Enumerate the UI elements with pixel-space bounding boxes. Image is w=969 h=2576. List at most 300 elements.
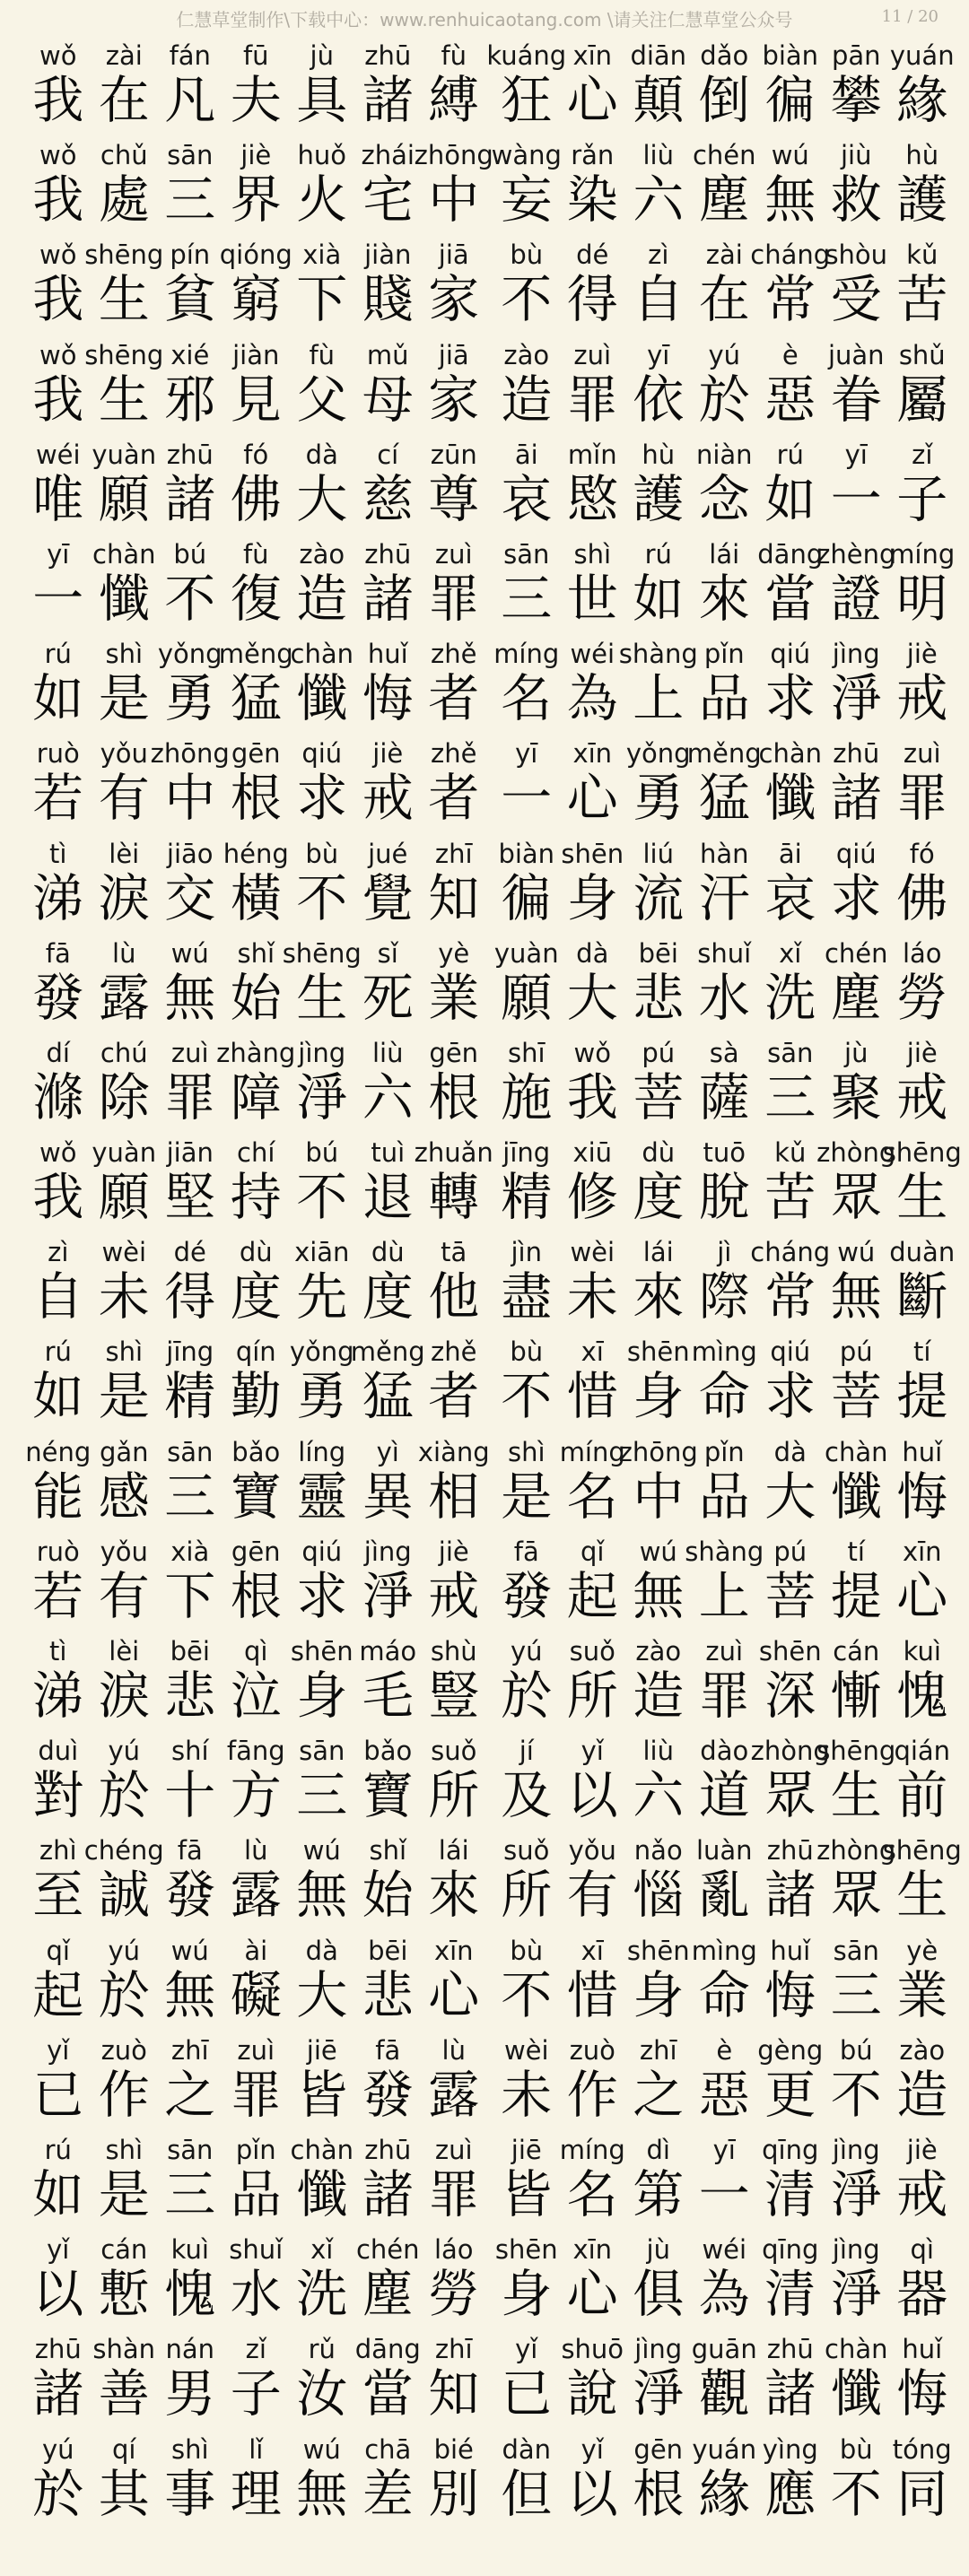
pinyin-text: pān (831, 40, 881, 71)
verse-line-right (493, 533, 956, 632)
hanzi-char: 火 (296, 170, 348, 231)
char-cell (421, 2029, 487, 2128)
pinyin-text: fā (375, 2034, 401, 2066)
hanzi-char: 以 (32, 2265, 84, 2325)
pinyin-text: bù (510, 239, 544, 271)
verse-row (0, 533, 969, 632)
pinyin-text: tí (847, 1536, 865, 1567)
hanzi-char: 哀 (501, 469, 553, 529)
pinyin-text: dù (239, 1237, 273, 1268)
hanzi-char: 露 (230, 1866, 282, 1926)
hanzi-char: 悔 (362, 669, 414, 729)
pinyin-text: xià (170, 1536, 210, 1567)
pinyin-text: rú (644, 538, 672, 570)
pinyin-text: zào (635, 1636, 682, 1667)
hanzi-char: 造 (633, 1667, 685, 1726)
pinyin-text: bǎo (363, 1736, 413, 1767)
char-cell (889, 1729, 956, 1829)
hanzi-char: 水 (698, 968, 750, 1028)
hanzi-char: 不 (830, 2464, 882, 2524)
verse-line-left (25, 1929, 487, 2029)
hanzi-char: 中 (633, 1466, 685, 1527)
pinyin-text: yuán (889, 40, 955, 71)
hanzi-char: 大 (296, 469, 348, 529)
pinyin-text: jiē (511, 2134, 542, 2165)
hanzi-char: 一 (698, 2164, 750, 2224)
verse-line-left (25, 1630, 487, 1729)
hanzi-char: 惡 (698, 2065, 750, 2125)
pinyin-text: sà (709, 1037, 739, 1068)
verse-row (0, 2428, 969, 2528)
hanzi-char: 屬 (896, 370, 948, 430)
hanzi-char: 涕 (32, 868, 84, 928)
hanzi-char: 勇 (164, 669, 216, 729)
pinyin-text: wú (837, 1237, 876, 1268)
hanzi-char: 六 (633, 170, 685, 231)
pinyin-text: zhī (170, 2034, 209, 2066)
verse-line-right (493, 233, 956, 333)
verse-line-right (493, 334, 956, 433)
pinyin-text: rú (44, 2134, 72, 2165)
hanzi-char: 三 (764, 1067, 816, 1127)
pinyin-text: chàn (92, 538, 156, 570)
pinyin-text: shì (170, 2433, 209, 2465)
pinyin-text: wǒ (39, 40, 77, 71)
hanzi-char: 除 (98, 1067, 150, 1127)
hanzi-char: 修 (566, 1168, 618, 1228)
hanzi-char: 堅 (164, 1168, 216, 1228)
char-cell (414, 1131, 493, 1231)
pinyin-text: liù (372, 1037, 404, 1068)
char-cell (421, 932, 487, 1031)
hanzi-char: 諸 (764, 2364, 816, 2424)
pinyin-text: míng (559, 2134, 625, 2165)
hanzi-char: 起 (566, 1566, 618, 1626)
hanzi-char: 明 (896, 569, 948, 629)
pinyin-text: xǐ (310, 2234, 334, 2266)
hanzi-char: 根 (230, 769, 282, 829)
char-cell (889, 1031, 956, 1131)
char-cell (889, 732, 956, 831)
pinyin-text: bēi (170, 1636, 210, 1667)
pinyin-text: xī (581, 1935, 604, 1966)
hanzi-char: 於 (501, 1667, 553, 1726)
pinyin-text: zhū (766, 1835, 814, 1867)
pinyin-text: jù (844, 1037, 869, 1068)
pinyin-text: zhū (364, 538, 412, 570)
verse-line-right (493, 2228, 956, 2328)
pinyin-text: xīn (433, 1935, 474, 1966)
hanzi-char: 命 (698, 1965, 750, 2025)
pinyin-text: zuì (903, 738, 941, 770)
pinyin-text: qīng (762, 2134, 819, 2165)
pinyin-text: yǒng (625, 738, 691, 770)
hanzi-char: 感 (98, 1466, 150, 1527)
hanzi-char: 唯 (32, 469, 84, 529)
pinyin-text: cí (377, 439, 399, 470)
hanzi-char: 懺 (830, 2364, 882, 2424)
verse-line-right (493, 732, 956, 831)
pinyin-text: liú (642, 838, 674, 869)
verse-row (0, 1231, 969, 1330)
hanzi-char: 三 (830, 1965, 882, 2025)
char-cell (417, 1431, 490, 1530)
pinyin-text: xīn (572, 738, 613, 770)
hanzi-char: 苦 (764, 1168, 816, 1228)
hanzi-char: 受 (830, 270, 882, 330)
pinyin-text: dà (773, 1436, 807, 1467)
pinyin-text: shēn (561, 838, 624, 869)
hanzi-char: 汗 (698, 868, 750, 928)
hanzi-char: 心 (566, 2265, 618, 2325)
pinyin-text: jiè (240, 140, 272, 171)
verse-line-left (25, 1431, 490, 1530)
hanzi-char: 悲 (633, 968, 685, 1028)
pinyin-text: wú (302, 2433, 341, 2465)
pinyin-text: sān (503, 538, 550, 570)
hanzi-char: 下 (296, 270, 348, 330)
pinyin-text: biàn (762, 40, 819, 71)
pinyin-text: āi (778, 838, 802, 869)
hanzi-char: 淨 (362, 1566, 414, 1626)
hanzi-char: 不 (830, 2065, 882, 2125)
verse-line-left (25, 134, 493, 233)
pinyin-text: wǒ (573, 1037, 611, 1068)
hanzi-char: 子 (230, 2364, 282, 2424)
pinyin-text: zhái (361, 140, 415, 171)
verse-line-right (493, 632, 956, 732)
pinyin-text: dǎo (700, 40, 749, 71)
hanzi-char: 於 (98, 1766, 150, 1826)
verse-row (0, 832, 969, 932)
hanzi-char: 悲 (164, 1667, 216, 1726)
pinyin-text: qǐ (581, 1536, 605, 1567)
hanzi-char: 悔 (896, 1466, 948, 1527)
hanzi-char: 悲 (362, 1965, 414, 2025)
pinyin-text: chú (100, 1037, 148, 1068)
verse-line-left (25, 1031, 487, 1131)
pinyin-text: zhū (364, 40, 412, 71)
hanzi-char: 求 (830, 868, 882, 928)
hanzi-char: 造 (896, 2065, 948, 2125)
pinyin-text: jiàn (232, 339, 280, 370)
char-cell (889, 334, 956, 433)
pinyin-text: yǒng (289, 1336, 354, 1368)
pinyin-text: qióng (219, 239, 292, 271)
hanzi-char: 未 (566, 1267, 618, 1327)
verse-line-left (25, 1330, 487, 1430)
pinyin-text: qiú (835, 838, 877, 869)
hanzi-char: 縛 (428, 71, 480, 130)
pinyin-text: shēng (882, 1835, 962, 1867)
pinyin-text: dà (305, 439, 338, 470)
pinyin-text: zǐ (912, 439, 933, 470)
verse-line-right (486, 34, 956, 134)
hanzi-char: 為 (566, 669, 618, 729)
verse-line-left (25, 932, 487, 1031)
char-cell (421, 732, 487, 831)
char-cell (889, 2228, 956, 2328)
pinyin-text: bēi (638, 937, 678, 969)
hanzi-char: 賤 (362, 270, 414, 330)
pinyin-text: xié (170, 339, 210, 370)
char-cell (414, 134, 493, 233)
pinyin-text: zūn (430, 439, 477, 470)
hanzi-char: 苦 (896, 270, 948, 330)
hanzi-char: 斷 (896, 1267, 948, 1327)
hanzi-char: 其 (98, 2464, 150, 2524)
hanzi-char: 勇 (296, 1367, 348, 1427)
hanzi-char: 證 (830, 569, 882, 629)
hanzi-char: 俱 (633, 2265, 685, 2325)
char-cell (889, 1530, 956, 1630)
verse-line-left (25, 832, 487, 932)
hanzi-char: 罪 (566, 370, 618, 430)
pinyin-text: lái (438, 1835, 469, 1867)
hanzi-char: 眷 (830, 370, 882, 430)
pinyin-text: lái (709, 538, 740, 570)
pinyin-text: líng (298, 1436, 346, 1467)
hanzi-char: 品 (230, 2164, 282, 2224)
pinyin-text: wú (170, 1935, 209, 1966)
verse-row (0, 1929, 969, 2029)
verse-line-right (493, 1630, 956, 1729)
hanzi-char: 勇 (633, 769, 685, 829)
hanzi-char: 如 (32, 1367, 84, 1427)
hanzi-char: 心 (566, 769, 618, 829)
pinyin-text: è (716, 2034, 733, 2066)
pinyin-text: fó (243, 439, 269, 470)
hanzi-char: 不 (296, 868, 348, 928)
pinyin-text: wú (302, 1835, 341, 1867)
hanzi-char: 淨 (830, 2265, 882, 2325)
pinyin-text: zhōng (150, 738, 230, 770)
verse-line-left (25, 732, 487, 831)
hanzi-char: 罪 (164, 1067, 216, 1127)
verse-row (0, 233, 969, 333)
hanzi-char: 於 (32, 2464, 84, 2524)
pinyin-text: zì (48, 1237, 69, 1268)
hanzi-char: 佛 (896, 868, 948, 928)
verse-line-left (25, 632, 487, 732)
hanzi-char: 身 (633, 1367, 685, 1427)
pinyin-text: zhū (833, 738, 880, 770)
pinyin-text: jiè (906, 639, 938, 670)
hanzi-char: 求 (764, 669, 816, 729)
hanzi-char: 不 (501, 270, 553, 330)
hanzi-char: 一 (32, 569, 84, 629)
hanzi-char: 惡 (764, 370, 816, 430)
pinyin-text: luàn (695, 1835, 753, 1867)
hanzi-char: 窮 (230, 270, 282, 330)
hanzi-char: 不 (164, 569, 216, 629)
char-cell (889, 134, 956, 233)
hanzi-char: 生 (98, 370, 150, 430)
pinyin-text: fù (242, 538, 269, 570)
hanzi-char: 當 (362, 2364, 414, 2424)
pinyin-text: zuì (170, 1037, 209, 1068)
char-cell (421, 34, 487, 134)
hanzi-char: 根 (633, 2464, 685, 2524)
pinyin-text: jiē (306, 2034, 337, 2066)
hanzi-char: 如 (32, 2164, 84, 2224)
pinyin-text: wàng (491, 140, 562, 171)
hanzi-char: 菩 (633, 1067, 685, 1127)
pinyin-text: bú (305, 1137, 339, 1169)
pinyin-text: shì (573, 538, 612, 570)
pinyin-text: lù (441, 2034, 466, 2066)
hanzi-char: 常 (764, 270, 816, 330)
pinyin-text: jìng (832, 639, 880, 670)
hanzi-char: 求 (764, 1367, 816, 1427)
pinyin-text: shí (170, 1736, 209, 1767)
hanzi-char: 惜 (566, 1367, 618, 1427)
pinyin-text: shuǐ (229, 2234, 284, 2266)
pinyin-text: xǐ (779, 937, 802, 969)
hanzi-char: 寶 (362, 1766, 414, 1826)
hanzi-char: 中 (164, 769, 216, 829)
pinyin-text: dé (576, 239, 609, 271)
char-cell (421, 632, 487, 732)
hanzi-char: 戒 (896, 1067, 948, 1127)
hanzi-char: 猛 (698, 769, 750, 829)
hanzi-char: 我 (32, 370, 84, 430)
pinyin-text: zǐ (245, 2334, 266, 2365)
pinyin-text: yuàn (493, 937, 559, 969)
hanzi-char: 露 (428, 2065, 480, 2125)
pinyin-text: shàng (685, 1536, 764, 1567)
hanzi-char: 罪 (698, 1667, 750, 1726)
pinyin-text: zuì (237, 2034, 275, 2066)
verse-row (0, 1829, 969, 1928)
pinyin-text: wèi (503, 2034, 549, 2066)
hanzi-char: 水 (230, 2265, 282, 2325)
hanzi-char: 邪 (164, 370, 216, 430)
pinyin-text: xīn (572, 40, 613, 71)
hanzi-char: 無 (164, 1965, 216, 2025)
hanzi-char: 無 (830, 1267, 882, 1327)
hanzi-char: 器 (896, 2265, 948, 2325)
pinyin-text: zào (899, 2034, 946, 2066)
pinyin-text: shēn (626, 1336, 690, 1368)
pinyin-text: rú (44, 639, 72, 670)
pinyin-text: xīn (902, 1536, 942, 1567)
pinyin-text: hù (905, 140, 939, 171)
pinyin-text: shǔ (898, 339, 946, 370)
hanzi-char: 慈 (362, 469, 414, 529)
hanzi-char: 他 (428, 1267, 480, 1327)
pinyin-text: xià (302, 239, 342, 271)
pinyin-text: jìng (298, 1037, 346, 1068)
hanzi-char: 更 (764, 2065, 816, 2125)
pinyin-text: yī (515, 738, 538, 770)
pinyin-text: yuán (692, 2433, 757, 2465)
hanzi-char: 上 (633, 669, 685, 729)
pinyin-text: cháng (750, 239, 831, 271)
hanzi-char: 我 (32, 270, 84, 330)
hanzi-char: 護 (633, 469, 685, 529)
pinyin-text: láo (433, 2234, 474, 2266)
pinyin-text: dāng (757, 538, 824, 570)
hanzi-char: 障 (230, 1067, 282, 1127)
hanzi-char: 願 (501, 968, 553, 1028)
pinyin-text: měng (218, 639, 293, 670)
pinyin-text: wéi (570, 639, 615, 670)
hanzi-char: 我 (32, 71, 84, 130)
hanzi-char: 品 (698, 669, 750, 729)
hanzi-char: 罪 (428, 569, 480, 629)
hanzi-char: 母 (362, 370, 414, 430)
hanzi-char: 品 (698, 1466, 750, 1527)
hanzi-char: 滌 (32, 1067, 84, 1127)
pinyin-text: fù (309, 339, 336, 370)
hanzi-char: 深 (764, 1667, 816, 1726)
pinyin-text: sān (167, 140, 214, 171)
pinyin-text: wǒ (39, 1137, 77, 1169)
hanzi-char: 心 (896, 1566, 948, 1626)
header-text: 仁慧草堂制作\下载中心：www.renhuicaotang.com \请关注仁慧草堂公众号 (176, 9, 793, 30)
hanzi-char: 寶 (230, 1466, 282, 1527)
verse-row (0, 134, 969, 233)
pinyin-text: zào (299, 538, 345, 570)
pinyin-text: shēng (84, 339, 164, 370)
pinyin-text: chàn (290, 639, 354, 670)
pinyin-text: jì (717, 1237, 732, 1268)
pinyin-text: cán (833, 1636, 880, 1667)
char-cell (421, 2128, 487, 2228)
pinyin-text: jīng (502, 1137, 551, 1169)
hanzi-char: 以 (566, 2464, 618, 2524)
hanzi-char: 造 (501, 370, 553, 430)
pinyin-text: shǐ (237, 937, 275, 969)
pinyin-text: kuì (903, 1636, 941, 1667)
hanzi-char: 同 (896, 2464, 948, 2524)
pinyin-text: dà (576, 937, 609, 969)
hanzi-char: 諸 (362, 569, 414, 629)
pinyin-text: tóng (892, 2433, 952, 2465)
hanzi-char: 來 (633, 1267, 685, 1327)
pinyin-text: chàn (825, 1436, 888, 1467)
pinyin-text: sān (167, 2134, 214, 2165)
pinyin-text: sān (167, 1436, 214, 1467)
verse-line-right (493, 2029, 956, 2128)
hanzi-char: 悔 (764, 1965, 816, 2025)
verse-line-right (493, 1530, 956, 1630)
hanzi-char: 礙 (230, 1965, 282, 2025)
hanzi-char: 脫 (698, 1168, 750, 1228)
char-cell (889, 632, 956, 732)
pinyin-text: tā (441, 1237, 467, 1268)
hanzi-char: 淨 (830, 2164, 882, 2224)
hanzi-char: 求 (296, 769, 348, 829)
hanzi-char: 夫 (230, 71, 282, 130)
pinyin-text: rú (776, 439, 804, 470)
pinyin-text: jiè (372, 738, 404, 770)
hanzi-char: 惜 (566, 1965, 618, 2025)
pinyin-text: yī (712, 2134, 736, 2165)
verse-row (0, 1729, 969, 1829)
hanzi-char: 說 (566, 2364, 618, 2424)
hanzi-char: 是 (98, 669, 150, 729)
hanzi-char: 度 (633, 1168, 685, 1228)
hanzi-char: 心 (428, 1965, 480, 2025)
verse-list (0, 34, 969, 2528)
pinyin-text: zhōng (414, 140, 493, 171)
pinyin-text: měng (686, 738, 762, 770)
hanzi-char: 無 (164, 968, 216, 1028)
hanzi-char: 施 (501, 1067, 553, 1127)
hanzi-char: 我 (566, 1067, 618, 1127)
